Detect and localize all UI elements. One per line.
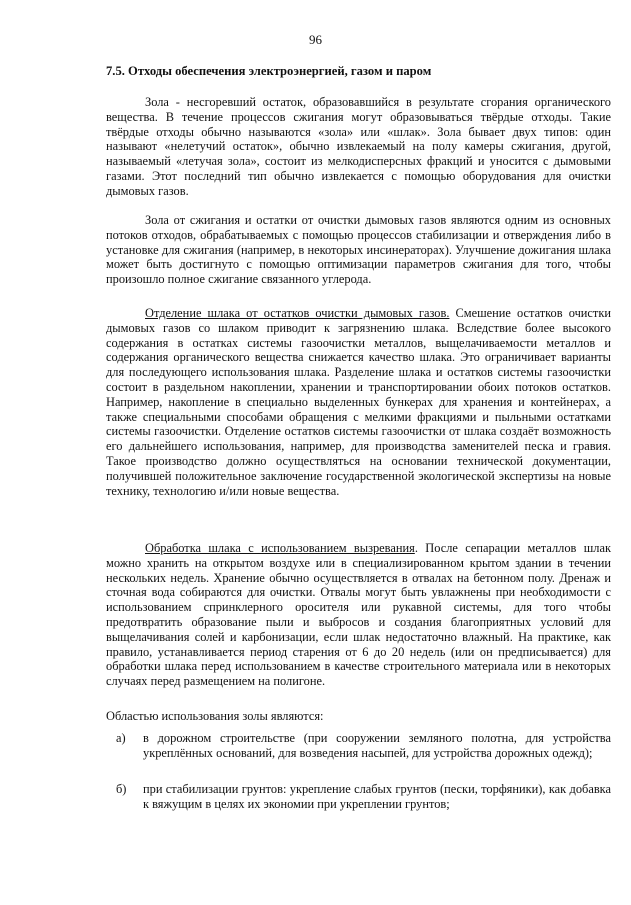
paragraph-slag-maturation: [106, 541, 611, 689]
list-marker: а): [116, 731, 126, 745]
slag-maturation-title: Обработка шлака с использованием вызревания: [145, 541, 415, 555]
page-number: 96: [309, 32, 322, 47]
paragraph-slag-separation: [106, 306, 611, 498]
list-item: [106, 782, 611, 812]
section-heading: 7.5. Отходы обеспечения электроэнергией, газом и паром: [106, 64, 432, 78]
list-item-text: при стабилизации грунтов: укрепление слабых грунтов (пески, торфяники), как добавка к вяжущим в целях их экономии при укреплении грунтов;: [143, 782, 611, 811]
paragraph-ash-treatment: Зола от сжигания и остатки от очистки дымовых газов являются одним из основных потоков отходов, обрабатываемых с помощью процессов стабилизации и отверждения либо в установке для сжигания (например, в некоторых инсинераторах). Улучшение дожигания шлака может быть достигнуто с помощью оптимизации параметров сжигания для того, чтобы произошло полное сжигание связанного углерода.: [106, 213, 611, 287]
list-marker: б): [116, 782, 127, 796]
list-item-text: в дорожном строительстве (при сооружении земляного полотна, для устройства укреплённых оснований, для возведения насыпей, для устройства дорожных одежд);: [143, 731, 611, 760]
slag-separation-body: Смешение остатков очистки дымовых газов со шлаком приводит к загрязнению шлака. Вследствие более высокого содержания в остатках системы газоочистки металлов, выщелачиваемости металлов и содержания органического вещества снижается качество шлака. Это ограничивает варианты для последующего использования шлака. Разделение шлака и остатков системы газоочистки состоит в раздельном накоплении, хранении и транспортировании обоих потоков остатков. Например, накопление в специально выделенных бункерах для хранения и контейнерах, а также специальными способами обращения с мелкими фракциями и пыльными остатками системы газоочистки. Отделение остатков системы газоочистки от шлака создаёт возможность его дальнейшего использования, например, для производства заменителей песка и гравия. Такое производство должно осуществляться на основании технической документации, получившей положительное заключение государственной экологической экспертизы на новые технику, технологию и/или новые вещества.: [106, 306, 611, 498]
usage-list-b: [106, 782, 611, 812]
list-intro: Областью использования золы являются:: [106, 709, 324, 723]
usage-list-a: [106, 731, 611, 761]
paragraph-ash-definition: Зола - несгоревший остаток, образовавшийся в результате сгорания органического вещества. В течение процессов сжигания могут образовываться твёрдые отходы. Такие твёрдые отходы обычно называются «зола» или «шлак». Зола бывает двух типов: один называют «нелетучий остаток», обычно извлекаемый на полу камеры сжигания, другой, называемый «летучая зола», состоит из мелкодисперсных фракций и уносится с дымовыми газами. Этот последний тип обычно извлекается с помощью оборудования для очистки дымовых газов.: [106, 95, 611, 198]
slag-separation-title: Отделение шлака от остатков очистки дымовых газов.: [145, 306, 450, 320]
list-item: [106, 731, 611, 761]
slag-maturation-body: . После сепарации металлов шлак можно хранить на открытом воздухе или в специализированном крытом здании в течении нескольких недель. Хранение обычно осуществляется в отвалах на бетонном полу. Дренаж и сточная вода собираются для очистки. Отвалы могут быть увлажнены при необходимости с использованием спринклерного оросителя или рукавной системы, для того чтобы предотвратить образование пыли и выбросов и создания благоприятных условий для выщелачивания солей и карбонизации, если шлак недостаточно влажный. На практике, как правило, устанавливается период старения от 6 до 20 недель (или он предписывается) для обработки шлака перед использованием в качестве строительного материала или в некоторых случаях перед размещением на полигоне.: [106, 541, 611, 689]
